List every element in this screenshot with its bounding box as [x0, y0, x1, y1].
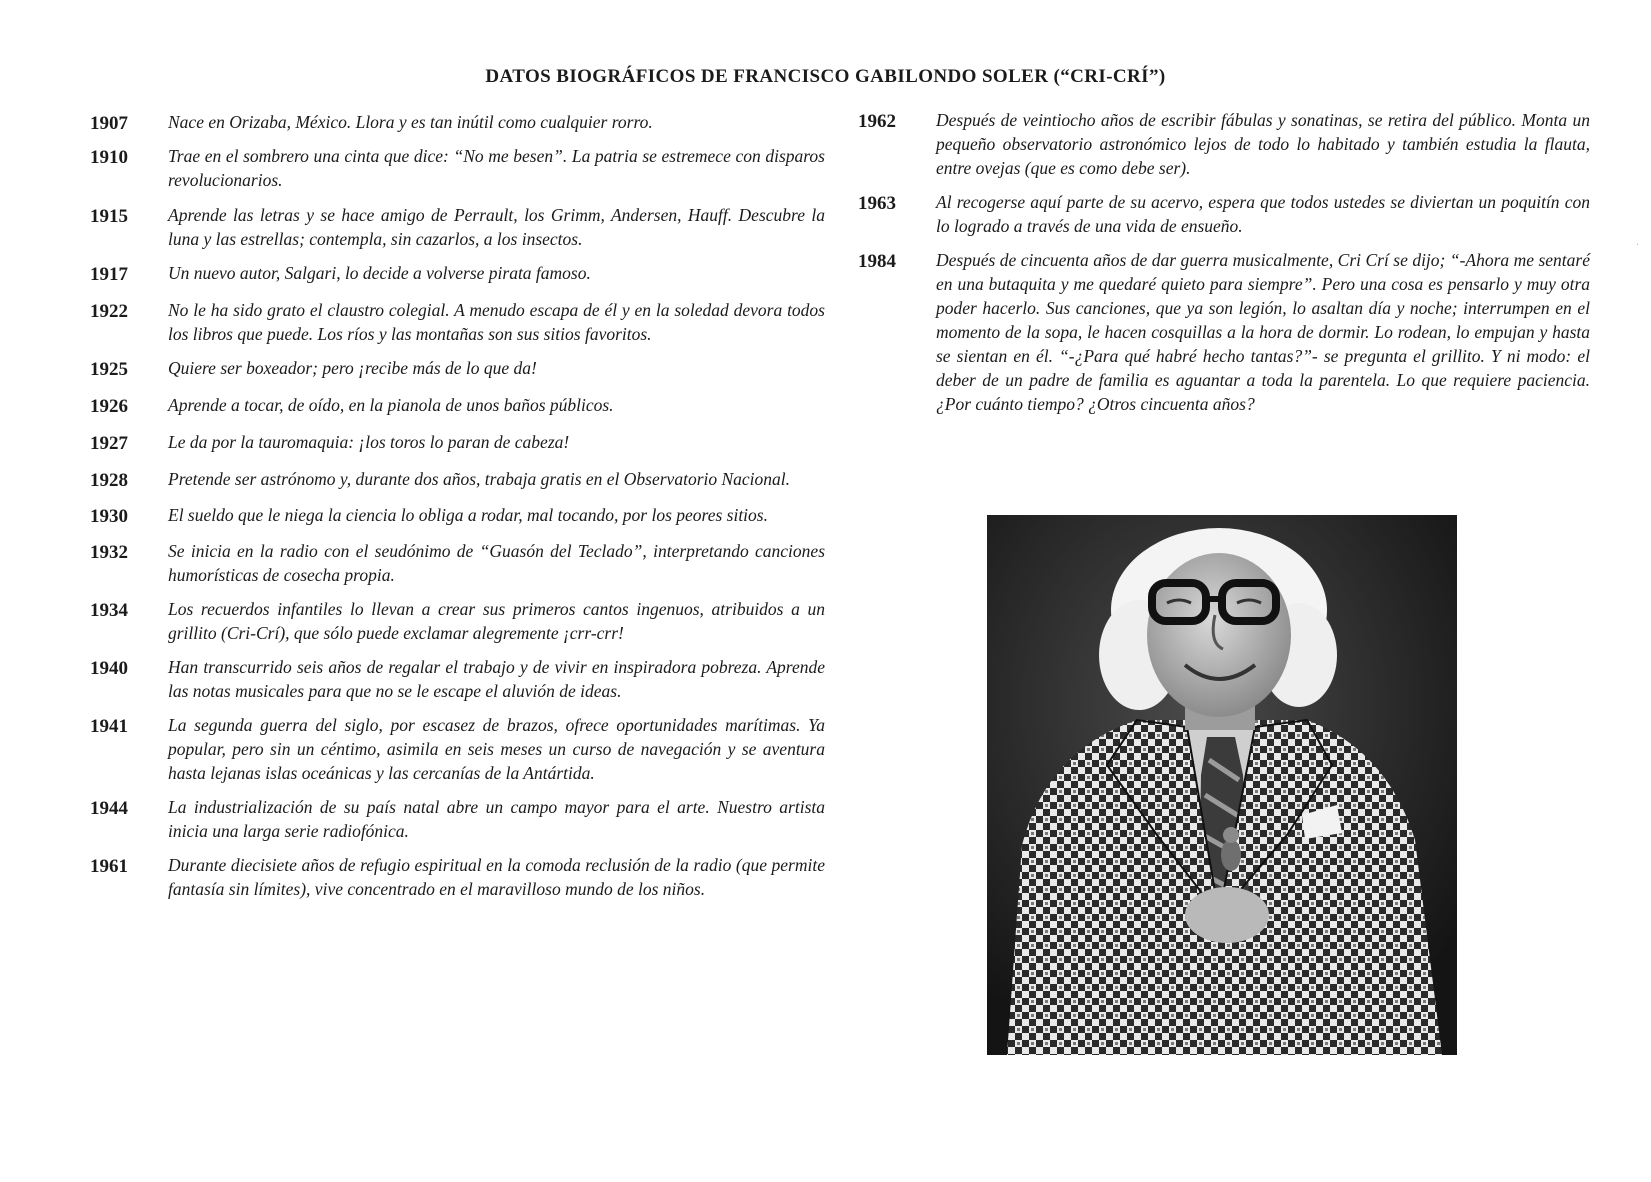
timeline-entry — [90, 203, 825, 251]
entry-text: Se inicia en la radio con el seudónimo de “Guasón del Teclado”, interpretando canciones humorísticas de cosecha propia. — [168, 541, 825, 585]
timeline-left-column — [90, 110, 825, 901]
timeline-entry — [858, 108, 1590, 180]
entry-year: 1922 — [90, 301, 128, 322]
entry-text: Los recuerdos infantiles lo llevan a crear sus primeros cantos ingenuos, atribuidos a un grillito (Cri-Crí), que sólo puede exclamar alegremente ¡crr-crr! — [168, 599, 825, 643]
timeline-entry — [90, 298, 825, 346]
entry-year: 1930 — [90, 506, 128, 527]
timeline-entry — [90, 597, 825, 645]
timeline-entry — [90, 539, 825, 587]
entry-year: 1944 — [90, 798, 128, 819]
entry-year: 1917 — [90, 264, 128, 285]
portrait-photo — [987, 515, 1457, 1055]
timeline-right-column — [858, 108, 1590, 416]
entry-text: Durante diecisiete años de refugio espiritual en la comoda reclusión de la radio (que permite fantasía sin límites), vive concentrado en el maravilloso mundo de los niños. — [168, 855, 825, 899]
scan-artifact: · — [1635, 240, 1639, 251]
entry-year: 1926 — [90, 396, 128, 417]
entry-year: 1941 — [90, 716, 128, 737]
entry-year: 1927 — [90, 433, 128, 454]
entry-year: 1934 — [90, 600, 128, 621]
entry-text: Un nuevo autor, Salgari, lo decide a volverse pirata famoso. — [168, 263, 591, 283]
timeline-entry — [90, 467, 825, 493]
timeline-entry — [90, 144, 825, 192]
entry-text: Pretende ser astrónomo y, durante dos años, trabaja gratis en el Observatorio Nacional. — [168, 469, 791, 489]
entry-text: Después de cincuenta años de dar guerra musicalmente, Cri Crí se dijo; “-Ahora me sentaré en una butaquita y me quedaré quieto para siempre”. Pero una cosa es pensarlo y muy otra poder hacerlo. Sus canciones, que ya son legión, lo asaltan día y noche; interrumpen en el momento de la sopa, le hacen cosquillas a la hora de dormir. Lo rodean, lo empujan y hasta se sientan en él. “-¿Para qué habré hecho tantas?”- se pregunta el grillito. Y ni modo: el deber de un padre de familia es aguantar a toda la parentela. Lo que requiere paciencia. ¿Por cuánto tiempo? ¿Otros cincuenta años? — [936, 250, 1590, 414]
entry-year: 1925 — [90, 359, 128, 380]
timeline-entry — [90, 853, 825, 901]
timeline-entry — [90, 795, 825, 843]
entry-year: 1963 — [858, 193, 896, 214]
portrait-illustration — [987, 515, 1457, 1055]
entry-text: Al recogerse aquí parte de su acervo, espera que todos ustedes se diviertan un poquitín con lo logrado a través de una vida de ensueño. — [936, 192, 1590, 236]
entry-year: 1984 — [858, 251, 896, 272]
entry-text: Le da por la tauromaquia: ¡los toros lo paran de cabeza! — [168, 432, 570, 452]
entry-text: Han transcurrido seis años de regalar el trabajo y de vivir en inspiradora pobreza. Aprende las notas musicales para que no se le escape el aluvión de ideas. — [168, 657, 825, 701]
timeline-entry — [90, 393, 825, 419]
entry-year: 1932 — [90, 542, 128, 563]
page-title: DATOS BIOGRÁFICOS DE FRANCISCO GABILONDO SOLER (“CRI-CRÍ”) — [485, 66, 1166, 87]
entry-year: 1961 — [90, 856, 128, 877]
timeline-entry — [90, 110, 825, 136]
entry-text: Después de veintiocho años de escribir fábulas y sonatinas, se retira del público. Monta un pequeño observatorio astronómico lejos de todo lo habitado y también estudia la flauta, entre ovejas (que es como debe ser). — [936, 110, 1590, 178]
entry-year: 1910 — [90, 147, 128, 168]
timeline-entry — [90, 503, 825, 529]
entry-year: 1940 — [90, 658, 128, 679]
timeline-entry — [90, 655, 825, 703]
timeline-entry — [90, 356, 825, 382]
entry-year: 1907 — [90, 113, 128, 134]
entry-text: Quiere ser boxeador; pero ¡recibe más de lo que da! — [168, 358, 537, 378]
timeline-entry — [90, 713, 825, 785]
timeline-entry — [858, 248, 1590, 416]
timeline-entry — [90, 261, 825, 287]
entry-text: Nace en Orizaba, México. Llora y es tan inútil como cualquier rorro. — [168, 112, 653, 132]
entry-text: El sueldo que le niega la ciencia lo obliga a rodar, mal tocando, por los peores sitios. — [168, 505, 768, 525]
entry-year: 1915 — [90, 206, 128, 227]
entry-text: Aprende las letras y se hace amigo de Perrault, los Grimm, Andersen, Hauff. Descubre la luna y las estrellas; contempla, sin cazarlos, a los insectos. — [168, 205, 825, 249]
entry-text: No le ha sido grato el claustro colegial. A menudo escapa de él y en la soledad devora todos los libros que puede. Los ríos y las montañas son sus sitios favoritos. — [168, 300, 825, 344]
timeline-entry — [858, 190, 1590, 238]
entry-text: La segunda guerra del siglo, por escasez de brazos, ofrece oportunidades marítimas. Ya popular, pero sin un céntimo, asimila en seis meses un curso de navegación y se aventura hasta lejanas islas oceánicas y las cercanías de la Antártida. — [168, 715, 825, 783]
entry-text: La industrialización de su país natal abre un campo mayor para el arte. Nuestro artista inicia una larga serie radiofónica. — [168, 797, 825, 841]
entry-year: 1928 — [90, 470, 128, 491]
timeline-entry — [90, 430, 825, 456]
entry-text: Trae en el sombrero una cinta que dice: “No me besen”. La patria se estremece con disparos revolucionarios. — [168, 146, 825, 190]
entry-year: 1962 — [858, 111, 896, 132]
entry-text: Aprende a tocar, de oído, en la pianola de unos baños públicos. — [168, 395, 614, 415]
